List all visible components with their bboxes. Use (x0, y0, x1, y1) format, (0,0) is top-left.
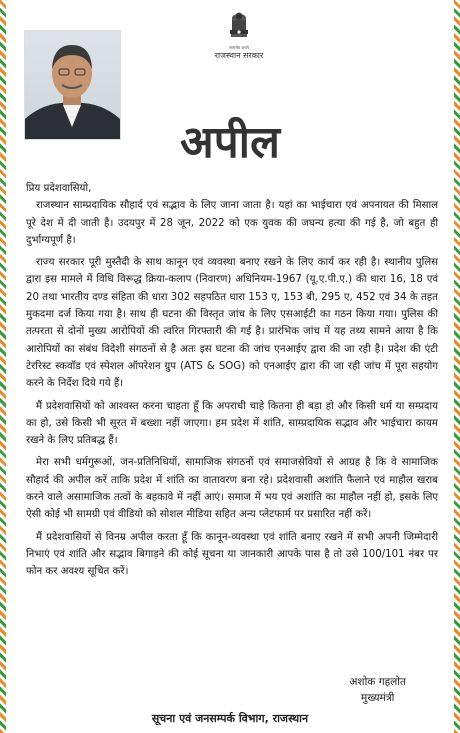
issuing-department: सूचना एवं जनसम्पर्क विभाग, राजस्थान (151, 712, 309, 725)
paragraph-action: राज्य सरकार पूरी मुस्तैदी के साथ कानून एवं व्यवस्था बनाए रखने के लिए कार्य कर रही है। स्थानीय पुलिस द्वारा इस मामले में विधि विरूद्ध क्रिया-कलाप (निवारण) अधिनियम-1967 (यू.ए.पी.ए.) की धारा 16, 18 एवं 20 तथा भारतीय दण्ड संहिता की धारा 302 सहपठित धारा 153 ए, 153 बी, 295 ए, 452 एवं 34 के तहत मुकदमा दर्ज किया गया है। साथ ही घटना की विस्तृत जांच के लिए एसआईटी का गठन किया गया। पुलिस की तत्परता से दोनों मुख्य आरोपियों की त्वरित गिरफ्तारी की गई है। प्रारंभिक जांच में यह तथ्य सामने आया है कि आरोपियों का संबंध विदेशी संगठनों से है अतः इस घटना की जांच एनआईए द्वारा की जा रही है। प्रदेश की एंटी टेररिस्ट स्कवॉड एवं स्पेशल ऑपरेशन ग्रुप (ATS & SOG) को एनआईए द्वारा की जा रही जांच में पूरा सहयोग करने के निर्देश दिये गये हैं। (26, 257, 438, 390)
paragraph-assurance: मैं प्रदेशवासियों को आश्वस्त करना चाहता हूँ कि अपराधी चाहे कितना ही बड़ा हो और किसी धर्म या सम्प्रदाय का हो, उसे किसी भी सूरत में बख्शा नहीं जाएगा। हम प्रदेश में शांति, साम्प्रदायिक सद्भाव और भाईचारा कायम रखने के लिए प्रतिबद्ध हैं। (26, 400, 438, 447)
appeal-title: अपील (180, 117, 280, 168)
signature-block (349, 674, 406, 706)
signatory-name: अशोक गहलोत (349, 676, 406, 688)
paragraph-intro: राजस्थान साम्प्रदायिक सौहार्द एवं सद्भाव के लिए जाना जाता है। यहां का भाईचारा एवं अपनायत की मिसाल पूरे देश में दी जाती है। उदयपुर में 28 जून, 2022 को एक युवक की जघन्य हत्या की गई है, जो बहुत ही दुर्भाग्यपूर्ण है। (26, 200, 438, 246)
paragraph-request: मेरा सभी धर्मगुरूओं, जन-प्रतिनिधियों, सामाजिक संगठनों एवं समाजसेवियों से आग्रह है कि वे सामाजिक सौहार्द की अपील करें ताकि प्रदेश में शांति का वातावरण बना रहे। प्रदेशवासी अशांति फैलाने एवं माहौल खराब करने वाले असामाजिक तत्वों के बहकावे में नहीं आएं। समाज में भय एवं अशांति का माहौल नहीं हो, इसके लिए ऐसी कोई भी सामग्री एवं वीडियो को सोशल मीडिया सहित अन्य प्लेटफार्म पर प्रसारित नहीं करें। (26, 457, 438, 521)
left-tricolor-border (0, 0, 6, 733)
advertisement-page (14, 0, 446, 733)
right-tricolor-border (454, 0, 460, 733)
government-name: राजस्थान सरकार (214, 51, 264, 60)
signatory-designation: मुख्यमंत्री (361, 692, 395, 704)
paragraph-appeal: मैं प्रदेशवासियों से विनम्र अपील करता हूँ कि कानून-व्यवस्था एवं शांति बनाए रखने में सभी अपनी जिम्मेदारी निभाएं एवं शांति और सद्भाव बिगाड़ने की कोई सूचना या जानकारी आपके पास है तो उसे 100/101 नंबर पर फोन कर अवश्य सूचित करें। (26, 531, 438, 578)
national-emblem (219, 10, 259, 51)
salutation: प्रिय प्रदेशवासियो, (26, 183, 92, 194)
appeal-body (26, 180, 438, 586)
emblem-motto: सत्यमेव जयते (229, 45, 249, 50)
ashoka-lion-emblem-icon (225, 10, 253, 40)
